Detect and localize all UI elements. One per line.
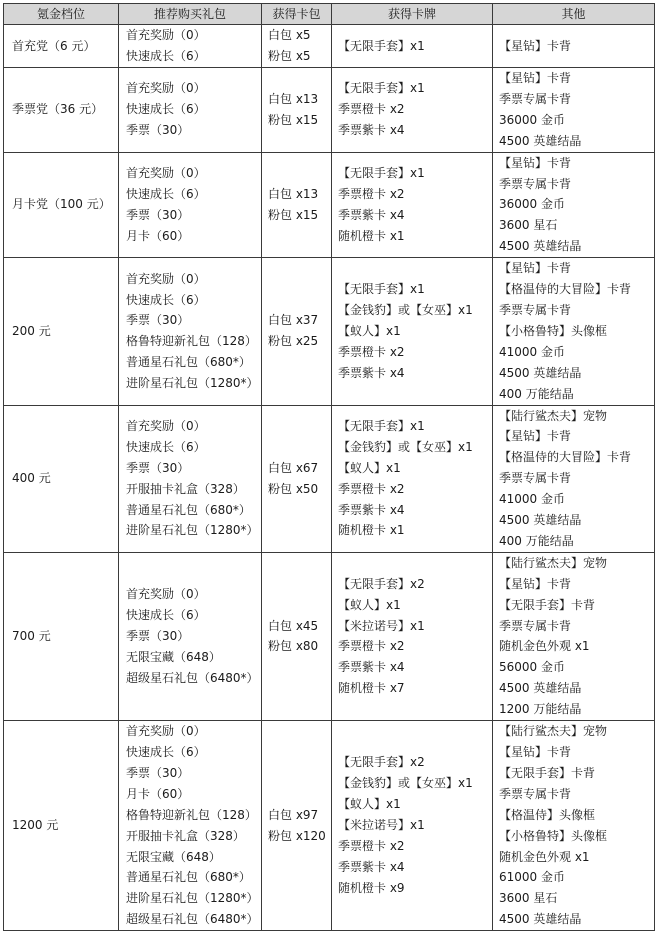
other-item: 【陆行鲨杰夫】宠物 <box>499 724 608 739</box>
card-item: 【米拉诺号】x1 <box>338 818 425 833</box>
pack-item: 月卡（60） <box>126 228 190 243</box>
card-item: 随机橙卡 x1 <box>338 523 405 538</box>
other-item: 4500 英雄结晶 <box>499 365 582 380</box>
other-item: 随机金色外观 x1 <box>499 849 590 864</box>
header-tier: 氪金档位 <box>4 4 119 25</box>
pack-item: 首充奖励（0） <box>126 28 206 43</box>
other-item: 4500 英雄结晶 <box>499 681 582 696</box>
bag-cell <box>262 68 332 153</box>
pack-cell <box>119 25 262 68</box>
card-item: 【无限手套】x1 <box>338 166 425 181</box>
other-cell <box>493 68 655 153</box>
pack-item: 首充奖励（0） <box>126 166 206 181</box>
card-item: 【蚁人】x1 <box>338 597 401 612</box>
other-item: 4500 英雄结晶 <box>499 239 582 254</box>
other-item: 【小格鲁特】头像框 <box>499 828 608 843</box>
card-cell <box>332 152 493 258</box>
other-cell <box>493 405 655 552</box>
other-item: 季票专属卡背 <box>499 302 572 317</box>
card-cell <box>332 25 493 68</box>
bag-item: 粉包 x120 <box>268 828 326 843</box>
other-item: 【星钻】卡背 <box>499 71 572 85</box>
other-item: 【星钻】卡背 <box>499 745 572 759</box>
tier-cell: 季票党（36 元） <box>4 68 119 153</box>
other-item: 随机金色外观 x1 <box>499 639 590 654</box>
other-item: 【陆行鲨杰夫】宠物 <box>499 555 608 570</box>
bag-cell <box>262 721 332 931</box>
pack-item: 快速成长（6） <box>126 49 206 63</box>
pack-item: 进阶星石礼包（1280*） <box>126 376 259 391</box>
other-item: 【陆行鲨杰夫】宠物 <box>499 408 608 423</box>
bag-item: 白包 x37 <box>268 313 319 328</box>
card-item: 随机橙卡 x1 <box>338 228 405 243</box>
table-row <box>4 721 655 931</box>
card-item: 季票紫卡 x4 <box>338 123 405 138</box>
other-item: 季票专属卡背 <box>499 471 572 486</box>
card-item: 季票紫卡 x4 <box>338 365 405 380</box>
card-cell <box>332 68 493 153</box>
card-item: 【蚁人】x1 <box>338 797 401 812</box>
pack-item: 超级星石礼包（6480*） <box>126 912 259 927</box>
card-item: 季票橙卡 x2 <box>338 186 405 201</box>
pack-item: 进阶星石礼包（1280*） <box>126 891 259 906</box>
header-packs: 推荐购买礼包 <box>119 4 262 25</box>
other-item: 季票专属卡背 <box>499 91 572 106</box>
card-item: 季票橙卡 x2 <box>338 839 405 854</box>
header-row <box>4 4 655 25</box>
card-item: 季票橙卡 x2 <box>338 102 405 117</box>
bag-item: 粉包 x15 <box>268 112 319 127</box>
bag-cell <box>262 258 332 405</box>
tier-cell: 1200 元 <box>4 721 119 931</box>
card-item: 季票橙卡 x2 <box>338 344 405 359</box>
card-item: 季票紫卡 x4 <box>338 859 405 874</box>
other-item: 1200 万能结晶 <box>499 702 582 717</box>
card-item: 【无限手套】x1 <box>338 282 425 297</box>
pack-item: 季票（30） <box>126 629 190 644</box>
pack-item: 快速成长（6） <box>126 439 206 454</box>
pack-item: 季票（30） <box>126 313 190 328</box>
other-cell <box>493 721 655 931</box>
pack-cell <box>119 258 262 405</box>
other-item: 【星钻】卡背 <box>499 429 572 444</box>
pack-item: 首充奖励（0） <box>126 271 206 286</box>
other-item: 季票专属卡背 <box>499 176 572 191</box>
card-cell <box>332 552 493 720</box>
card-item: 季票紫卡 x4 <box>338 207 405 222</box>
other-cell <box>493 552 655 720</box>
header-bags: 获得卡包 <box>262 4 332 25</box>
table-row <box>4 68 655 153</box>
other-item: 400 万能结晶 <box>499 533 574 548</box>
pack-item: 开服抽卡礼盒（328） <box>126 481 245 496</box>
other-item: 400 万能结晶 <box>499 386 574 401</box>
gift-pack-table <box>3 3 655 931</box>
pack-item: 普通星石礼包（680*） <box>126 870 251 885</box>
card-item: 季票橙卡 x2 <box>338 481 405 496</box>
other-item: 【小格鲁特】头像框 <box>499 323 608 338</box>
card-item: 【金钱豹】或【女巫】x1 <box>338 776 473 791</box>
tier-cell: 月卡党（100 元） <box>4 152 119 258</box>
pack-item: 开服抽卡礼盒（328） <box>126 828 245 843</box>
bag-item: 粉包 x25 <box>268 334 319 349</box>
table-row <box>4 552 655 720</box>
pack-item: 季票（30） <box>126 460 190 475</box>
other-item: 【格温侍的大冒险】卡背 <box>499 450 632 465</box>
tier-cell: 700 元 <box>4 552 119 720</box>
pack-item: 季票（30） <box>126 207 190 222</box>
pack-item: 月卡（60） <box>126 786 190 801</box>
other-item: 【星钻】卡背 <box>499 155 572 170</box>
card-item: 【无限手套】x1 <box>338 418 425 433</box>
other-item: 3600 星石 <box>499 891 558 906</box>
bag-item: 粉包 x15 <box>268 207 319 222</box>
other-item: 【格温侍的大冒险】卡背 <box>499 282 632 297</box>
card-item: 【米拉诺号】x1 <box>338 618 425 633</box>
table-row <box>4 258 655 405</box>
header-others: 其他 <box>493 4 655 25</box>
bag-item: 白包 x67 <box>268 460 319 475</box>
bag-cell <box>262 552 332 720</box>
other-item: 季票专属卡背 <box>499 786 572 801</box>
pack-item: 普通星石礼包（680*） <box>126 355 251 370</box>
pack-item: 格鲁特迎新礼包（128） <box>126 807 257 822</box>
other-item: 61000 金币 <box>499 870 565 885</box>
pack-item: 首充奖励（0） <box>126 587 206 602</box>
bag-item: 粉包 x5 <box>268 49 311 63</box>
other-item: 36000 金币 <box>499 112 565 127</box>
bag-cell <box>262 405 332 552</box>
card-item: 季票橙卡 x2 <box>338 639 405 654</box>
card-item: 【无限手套】x1 <box>338 81 425 96</box>
table-row <box>4 152 655 258</box>
pack-item: 季票（30） <box>126 765 190 780</box>
bag-item: 白包 x13 <box>268 91 319 106</box>
pack-item: 超级星石礼包（6480*） <box>126 670 259 685</box>
card-cell <box>332 721 493 931</box>
bag-item: 白包 x45 <box>268 618 319 633</box>
table-row <box>4 405 655 552</box>
pack-item: 格鲁特迎新礼包（128） <box>126 334 257 349</box>
pack-item: 无限宝藏（648） <box>126 849 221 864</box>
pack-item: 季票（30） <box>126 123 190 138</box>
pack-cell <box>119 552 262 720</box>
table-row <box>4 25 655 68</box>
pack-item: 快速成长（6） <box>126 608 206 623</box>
other-item: 56000 金币 <box>499 660 565 675</box>
tier-cell: 200 元 <box>4 258 119 405</box>
other-item: 41000 金币 <box>499 344 565 359</box>
card-item: 【蚁人】x1 <box>338 323 401 338</box>
pack-item: 首充奖励（0） <box>126 418 206 433</box>
tier-cell: 400 元 <box>4 405 119 552</box>
bag-item: 白包 x13 <box>268 186 319 201</box>
bag-item: 粉包 x80 <box>268 639 319 654</box>
pack-item: 首充奖励（0） <box>126 81 206 96</box>
card-item: 【金钱豹】或【女巫】x1 <box>338 439 473 454</box>
other-item: 【格温侍】头像框 <box>499 807 596 822</box>
other-item: 季票专属卡背 <box>499 618 572 633</box>
bag-item: 粉包 x50 <box>268 481 319 496</box>
card-item: 随机橙卡 x7 <box>338 681 405 696</box>
pack-cell <box>119 68 262 153</box>
pack-item: 快速成长（6） <box>126 745 206 759</box>
card-item: 随机橙卡 x9 <box>338 880 405 895</box>
other-item: 41000 金币 <box>499 492 565 507</box>
other-item: 36000 金币 <box>499 197 565 212</box>
card-item: 【无限手套】x2 <box>338 576 425 591</box>
bag-item: 白包 x97 <box>268 807 319 822</box>
pack-item: 无限宝藏（648） <box>126 649 221 664</box>
tier-cell: 首充党（6 元） <box>4 25 119 68</box>
card-cell <box>332 405 493 552</box>
header-cards: 获得卡牌 <box>332 4 493 25</box>
pack-item: 快速成长（6） <box>126 102 206 117</box>
pack-item: 首充奖励（0） <box>126 724 206 739</box>
other-item: 【星钻】卡背 <box>499 38 572 53</box>
other-item: 【星钻】卡背 <box>499 261 572 276</box>
other-item: 4500 英雄结晶 <box>499 912 582 927</box>
card-item: 季票紫卡 x4 <box>338 660 405 675</box>
other-item: 【无限手套】卡背 <box>499 765 596 780</box>
other-cell <box>493 25 655 68</box>
other-cell <box>493 258 655 405</box>
pack-cell <box>119 405 262 552</box>
other-item: 【星钻】卡背 <box>499 576 572 591</box>
other-item: 3600 星石 <box>499 218 558 233</box>
other-item: 4500 英雄结晶 <box>499 133 582 148</box>
bag-item: 白包 x5 <box>268 28 311 43</box>
pack-item: 快速成长（6） <box>126 186 206 201</box>
card-item: 【金钱豹】或【女巫】x1 <box>338 302 473 317</box>
bag-cell <box>262 152 332 258</box>
other-item: 【无限手套】卡背 <box>499 597 596 612</box>
pack-item: 快速成长（6） <box>126 292 206 307</box>
pack-item: 普通星石礼包（680*） <box>126 502 251 517</box>
card-item: 【蚁人】x1 <box>338 460 401 475</box>
pack-cell <box>119 721 262 931</box>
pack-item: 进阶星石礼包（1280*） <box>126 523 259 538</box>
bag-cell <box>262 25 332 68</box>
card-cell <box>332 258 493 405</box>
card-item: 【无限手套】x1 <box>338 38 425 53</box>
card-item: 【无限手套】x2 <box>338 755 425 770</box>
pack-cell <box>119 152 262 258</box>
other-item: 4500 英雄结晶 <box>499 513 582 528</box>
card-item: 季票紫卡 x4 <box>338 502 405 517</box>
other-cell <box>493 152 655 258</box>
